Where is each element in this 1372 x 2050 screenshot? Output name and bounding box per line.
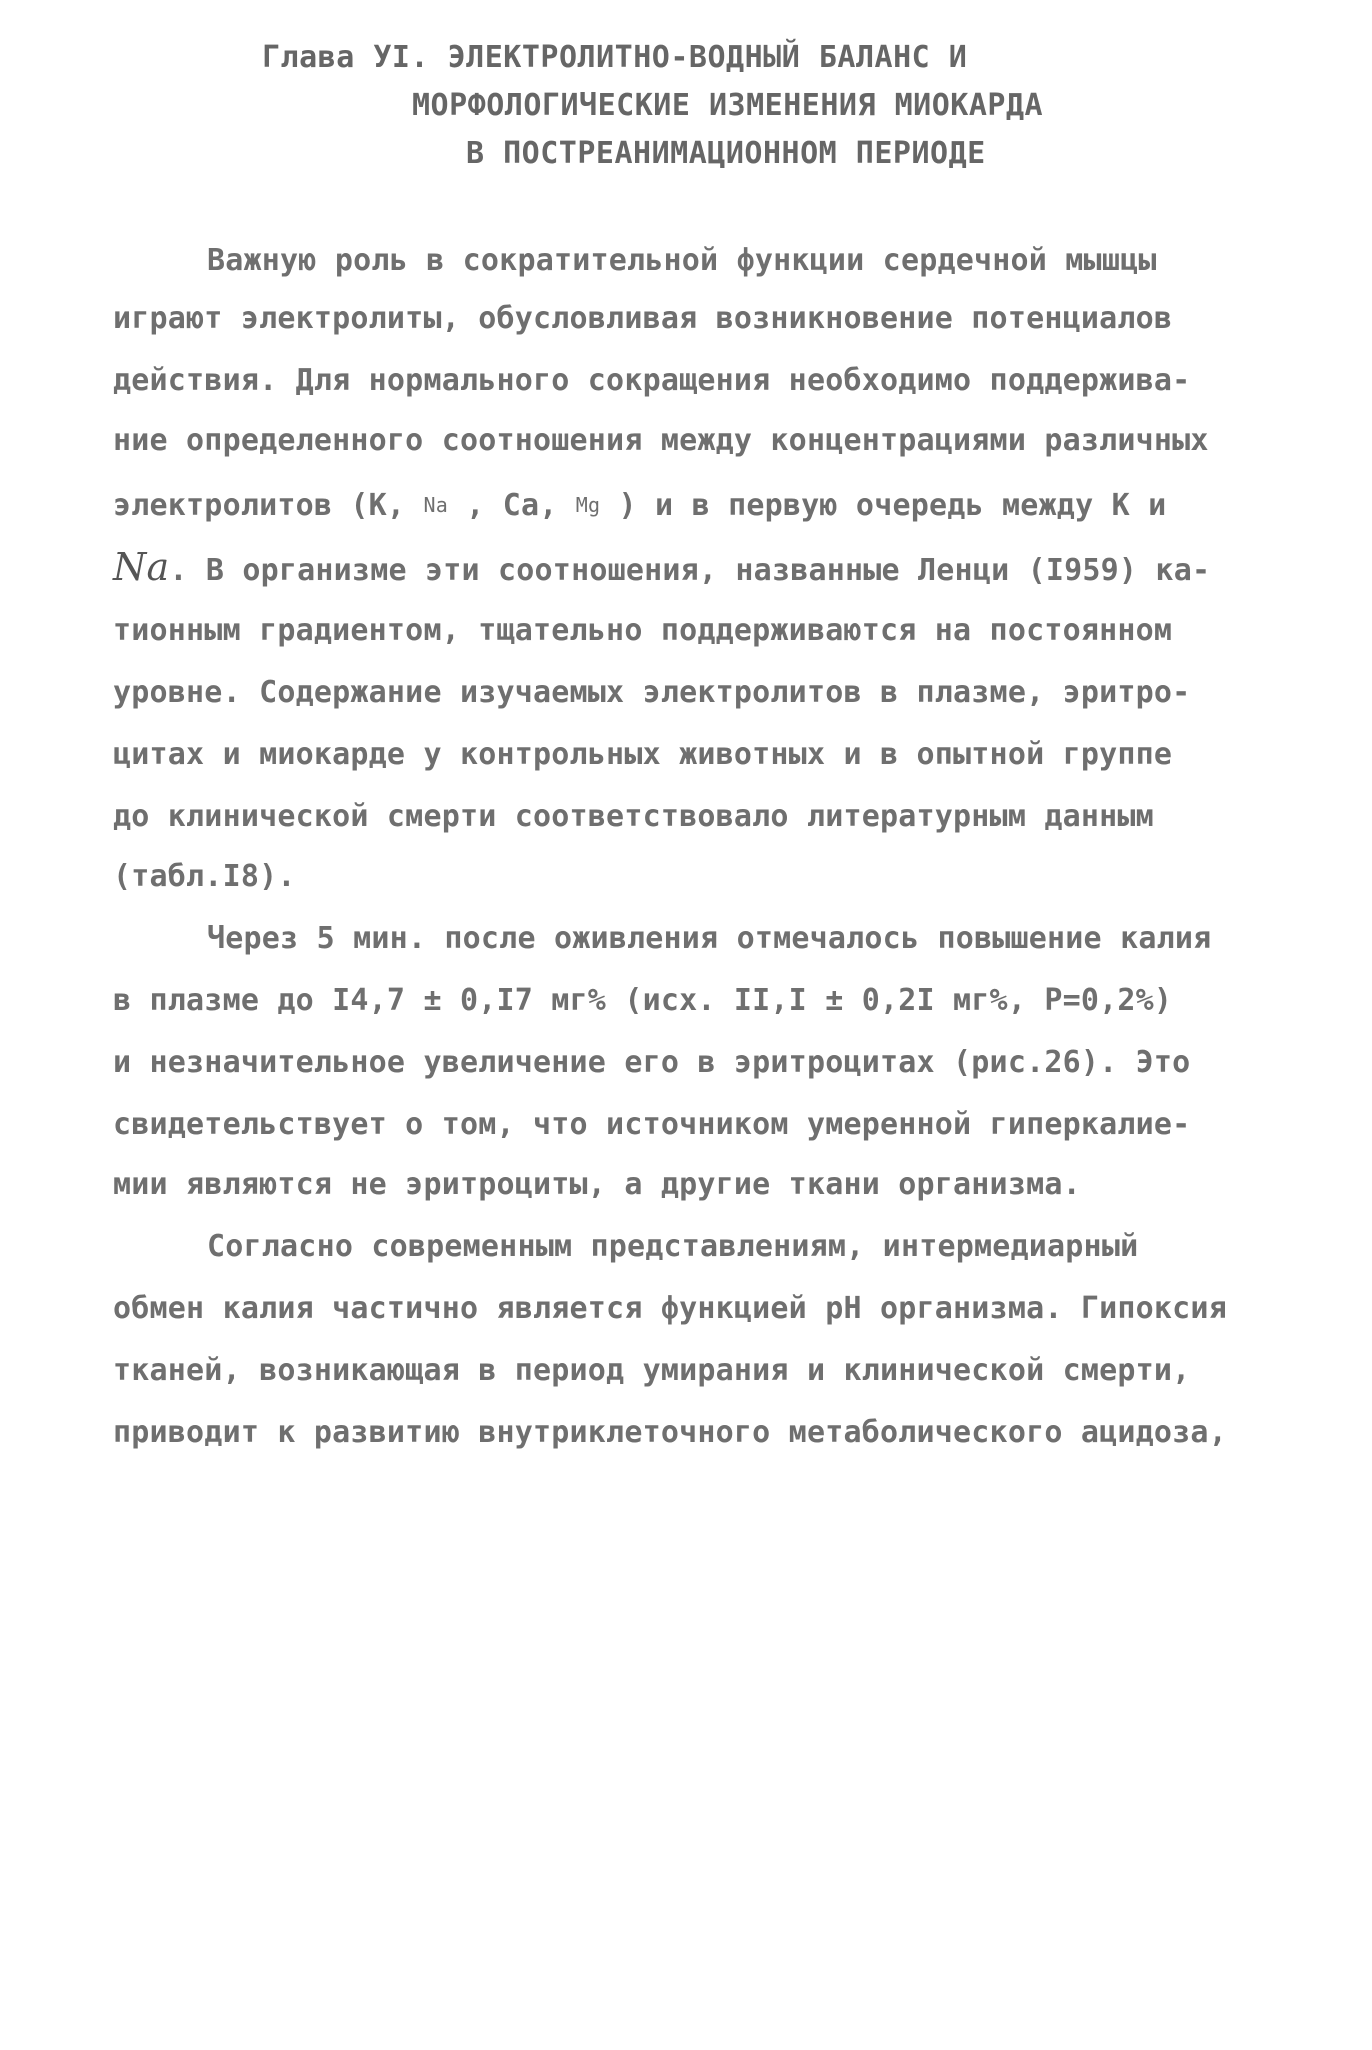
paragraph-1-line-6 bbox=[113, 545, 1211, 589]
sodium-symbol: Na bbox=[423, 493, 448, 517]
paragraph-1-line-10: до клинической смерти соответствовало литературным данным bbox=[113, 799, 1154, 834]
paragraph-1-line-3: действия. Для нормального сокращения необходимо поддержива- bbox=[113, 363, 1191, 398]
paragraph-3-line-1: Согласно современным представлениям, интермедиарный bbox=[207, 1229, 1139, 1264]
line-5-text-c: ) и в первую очередь между К и bbox=[600, 488, 1167, 523]
line-5-text-a: электролитов (К, bbox=[113, 488, 424, 523]
paragraph-1-line-4: ние определенного соотношения между концентрациями различных bbox=[113, 423, 1209, 458]
paragraph-2-line-1: Через 5 мин. после оживления отмечалось повышение калия bbox=[207, 921, 1212, 956]
handwritten-sodium: Na bbox=[113, 545, 170, 589]
magnesium-symbol: Mg bbox=[575, 493, 601, 517]
paragraph-2-line-5: мии являются не эритроциты, а другие ткани организма. bbox=[113, 1167, 1081, 1202]
paragraph-1-line-1: Важную роль в сократительной функции сердечной мышцы bbox=[207, 243, 1157, 278]
chapter-title-line-1: Глава УI. ЭЛЕКТРОЛИТНО-ВОДНЫЙ БАЛАНС И bbox=[262, 40, 968, 75]
paragraph-2-line-2: в плазме до I4,7 ± 0,I7 мг% (исх. II,I ± 0,2I мг%, P=0,2%) bbox=[113, 983, 1173, 1018]
line-6-text: . В организме эти соотношения, названные Ленци (I959) ка- bbox=[169, 553, 1211, 588]
paragraph-1-line-9: цитах и миокарде у контрольных животных и в опытной группе bbox=[113, 737, 1173, 772]
chapter-title-line-2: МОРФОЛОГИЧЕСКИЕ ИЗМЕНЕНИЯ МИОКАРДА bbox=[412, 88, 1044, 123]
paragraph-2-line-3: и незначительное увеличение его в эритроцитах (рис.26). Это bbox=[113, 1045, 1191, 1080]
paragraph-1-line-7: тионным градиентом, тщательно поддерживаются на постоянном bbox=[113, 613, 1173, 648]
paragraph-3-line-2: обмен калия частично является функцией pH организма. Гипоксия bbox=[113, 1291, 1227, 1326]
chapter-title-line-3: В ПОСТРЕАНИМАЦИОННОМ ПЕРИОДЕ bbox=[466, 136, 986, 171]
paragraph-3-line-4: приводит к развитию внутриклеточного метаболического ацидоза, bbox=[113, 1415, 1227, 1450]
paragraph-1-line-2: играют электролиты, обусловливая возникновение потенциалов bbox=[113, 301, 1173, 336]
line-5-text-b: , Ca, bbox=[447, 488, 576, 523]
paragraph-3-line-3: тканей, возникающая в период умирания и клинической смерти, bbox=[113, 1353, 1191, 1388]
paragraph-1-line-11: (табл.I8). bbox=[113, 859, 296, 894]
paragraph-1-line-5 bbox=[113, 487, 1166, 524]
paragraph-2-line-4: свидетельствует о том, что источником умеренной гиперкалие- bbox=[113, 1107, 1191, 1142]
paragraph-1-line-8: уровне. Содержание изучаемых электролитов в плазме, эритро- bbox=[113, 675, 1191, 710]
